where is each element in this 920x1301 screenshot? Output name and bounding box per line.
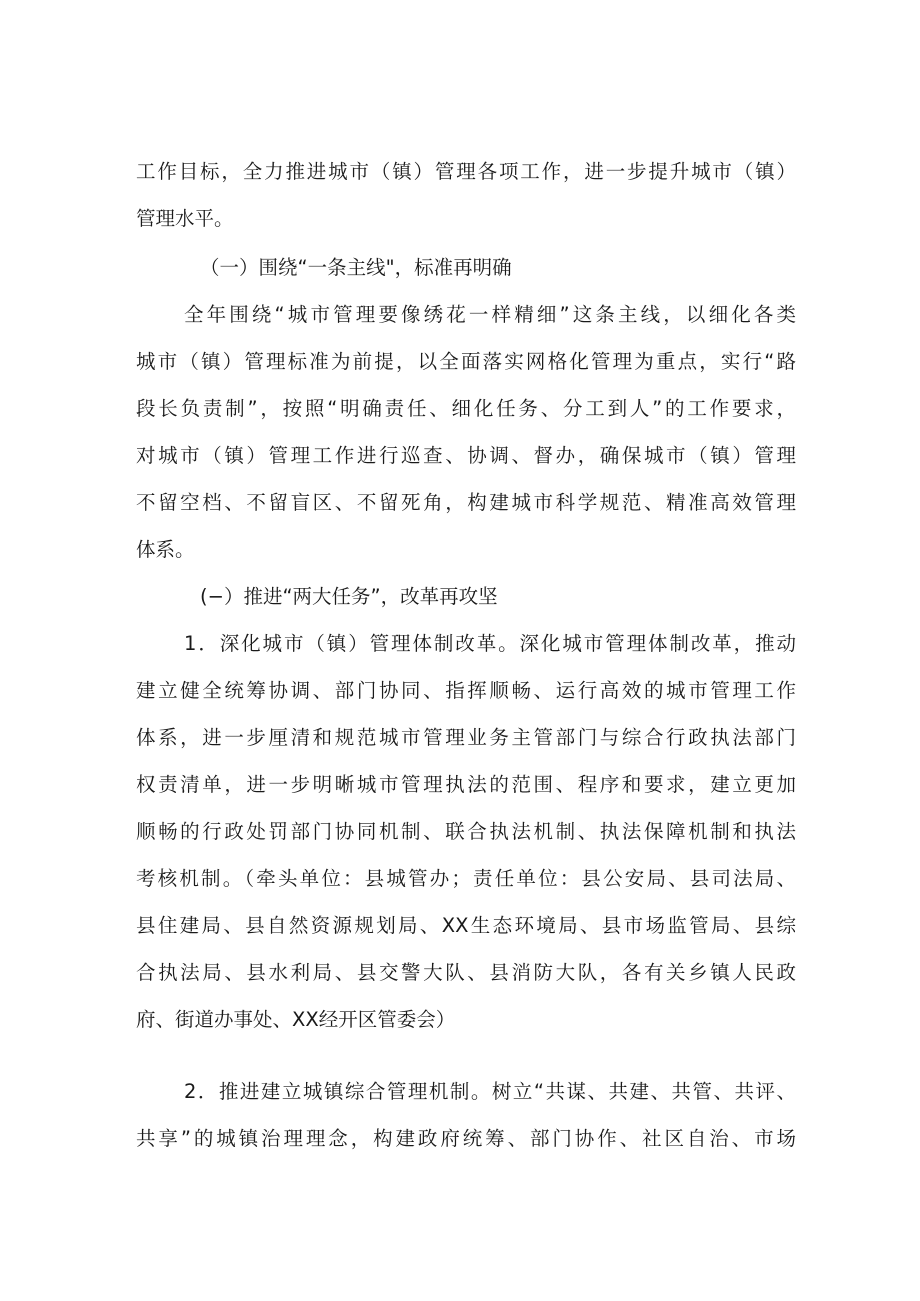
paragraph-line: 2．推进建立城镇综合管理机制。树立“共谋、共建、共管、共评、 [184, 1080, 796, 1103]
paragraph-line: 1．深化城市（镇）管理体制改革。深化城市管理体制改革，推动 [184, 632, 796, 655]
paragraph-line: 共享”的城镇治理理念，构建政府统筹、部门协作、社区自治、市场 [136, 1127, 796, 1150]
paragraph-line: 考核机制。（牵头单位：县城管办；责任单位：县公安局、县司法局、 [136, 867, 796, 890]
paragraph-line: 城市（镇）管理标准为前提，以全面落实网格化管理为重点，实行“路 [136, 350, 796, 373]
paragraph-line: 合执法局、县水利局、县交警大队、县消防大队，各有关乡镇人民政 [136, 961, 796, 984]
paragraph-line: 段长负责制”，按照“明确责任、细化任务、分工到人”的工作要求， [136, 397, 796, 420]
section-heading-1: （一）围绕“一条主线"，标准再明确 [200, 256, 512, 279]
paragraph-line: 顺畅的行政处罚部门协同机制、联合执法机制、执法保障机制和执法 [136, 820, 796, 843]
paragraph-line: 建立健全统筹协调、部门协同、指挥顺畅、运行高效的城市管理工作 [136, 679, 796, 702]
paragraph-line: 体系。 [136, 538, 195, 561]
paragraph-line: 县住建局、县自然资源规划局、XX生态环境局、县市场监管局、县综 [136, 914, 796, 937]
paragraph-line: 管理水平。 [136, 207, 234, 230]
section-heading-2: (−）推进“两大任务”，改革再攻坚 [200, 585, 498, 608]
paragraph-line: 对城市（镇）管理工作进行巡查、协调、督办，确保城市（镇）管理 [136, 444, 796, 467]
paragraph-line: 体系，进一步厘清和规范城市管理业务主管部门与综合行政执法部门 [136, 726, 796, 749]
paragraph-line: 工作目标，全力推进城市（镇）管理各项工作，进一步提升城市（镇） [136, 160, 796, 183]
paragraph-line: 全年围绕“城市管理要像绣花一样精细”这条主线，以细化各类 [184, 303, 796, 326]
paragraph-line: 府、街道办事处、XX经开区管委会） [136, 1008, 456, 1031]
paragraph-line: 权责清单，进一步明晰城市管理执法的范围、程序和要求，建立更加 [136, 773, 796, 796]
paragraph-line: 不留空档、不留盲区、不留死角，构建城市科学规范、精准高效管理 [136, 491, 796, 514]
